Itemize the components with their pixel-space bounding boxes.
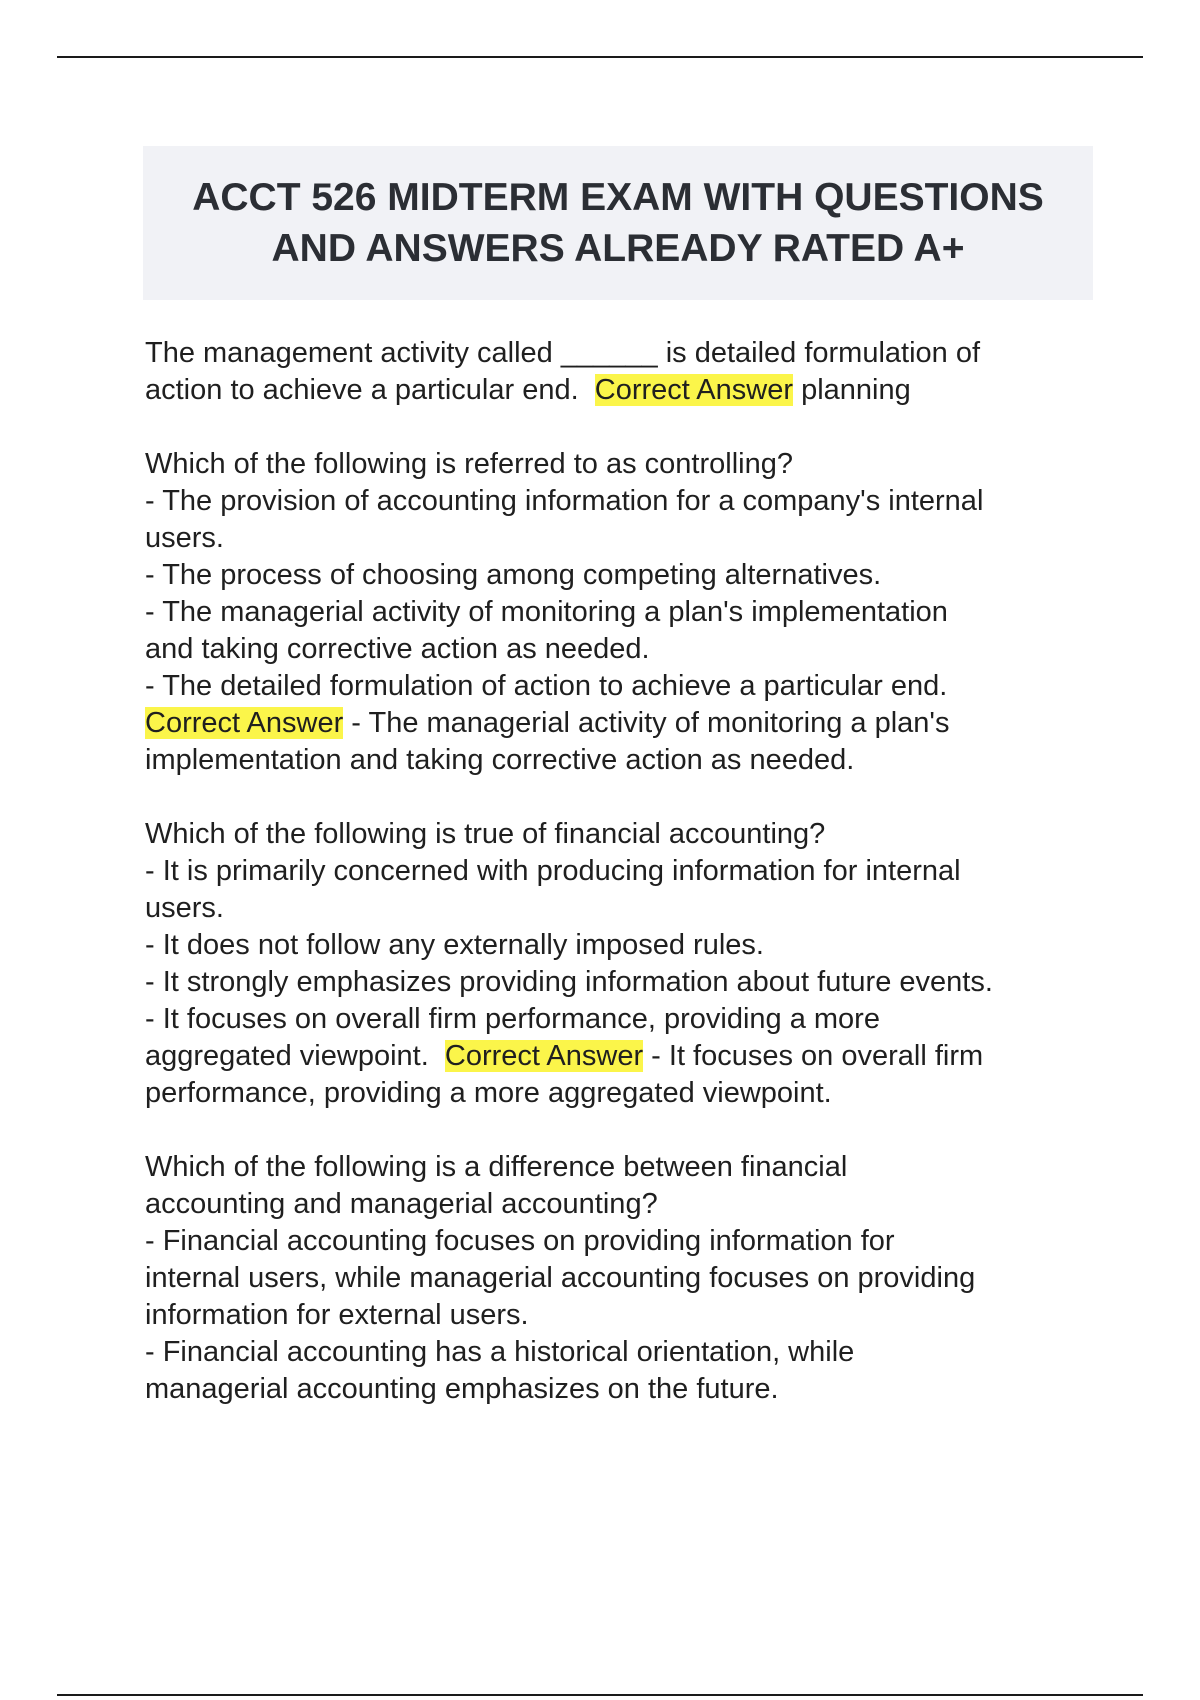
qa-line (145, 705, 1105, 742)
line-text: Which of the following is true of financial accounting? (145, 818, 826, 850)
line-text: aggregated viewpoint. (145, 1040, 445, 1072)
qa-line (145, 1371, 1105, 1408)
qa-line (145, 853, 1105, 890)
line-text: and taking corrective action as needed. (145, 633, 650, 665)
line-text: - It is primarily concerned with producing information for internal (145, 855, 961, 887)
qa-line (145, 668, 1105, 705)
qa-block (145, 1149, 1105, 1408)
line-text: Which of the following is referred to as controlling? (145, 448, 793, 480)
line-text: - The detailed formulation of action to achieve a particular end. (145, 670, 948, 702)
qa-line (145, 557, 1105, 594)
line-text: action to achieve a particular end. (145, 374, 595, 406)
line-text: - Financial accounting focuses on providing information for (145, 1225, 895, 1257)
line-text: internal users, while managerial accounting focuses on providing (145, 1262, 976, 1294)
qa-block (145, 335, 1105, 409)
answer-text: planning (793, 374, 911, 406)
qa-content (145, 335, 1105, 1445)
qa-line (145, 1001, 1105, 1038)
qa-line (145, 964, 1105, 1001)
line-text: - It does not follow any externally imposed rules. (145, 929, 764, 961)
line-text: - The provision of accounting information for a company's internal (145, 485, 984, 517)
line-text: - The process of choosing among competing alternatives. (145, 559, 882, 591)
qa-line (145, 742, 1105, 779)
qa-line (145, 520, 1105, 557)
qa-line (145, 927, 1105, 964)
answer-text: - The managerial activity of monitoring a plan's (343, 707, 950, 739)
line-text: Which of the following is a difference between financial (145, 1151, 848, 1183)
qa-line (145, 335, 1105, 372)
line-text: - The managerial activity of monitoring a plan's implementation (145, 596, 948, 628)
qa-line (145, 1223, 1105, 1260)
qa-line (145, 631, 1105, 668)
correct-answer-label: Correct Answer (145, 707, 344, 739)
title-banner (143, 146, 1093, 300)
line-text: - Financial accounting has a historical orientation, while (145, 1336, 855, 1368)
qa-line (145, 1186, 1105, 1223)
qa-line (145, 816, 1105, 853)
line-text: - It strongly emphasizes providing information about future events. (145, 966, 993, 998)
qa-line (145, 372, 1105, 409)
top-rule (57, 56, 1143, 58)
line-text: The management activity called ______ is detailed formulation of (145, 337, 981, 369)
line-text: implementation and taking corrective action as needed. (145, 744, 855, 776)
document-title: ACCT 526 MIDTERM EXAM WITH QUESTIONS AND ANSWERS ALREADY RATED A+ (192, 176, 1044, 270)
line-text: performance, providing a more aggregated viewpoint. (145, 1077, 832, 1109)
qa-line (145, 1075, 1105, 1112)
qa-line (145, 1149, 1105, 1186)
answer-text: - It focuses on overall firm (643, 1040, 984, 1072)
line-text: users. (145, 522, 224, 554)
correct-answer-label: Correct Answer (444, 1040, 644, 1072)
qa-block (145, 816, 1105, 1112)
qa-line (145, 890, 1105, 927)
qa-line (145, 594, 1105, 631)
bottom-rule (57, 1694, 1143, 1696)
qa-line (145, 483, 1105, 520)
line-text: managerial accounting emphasizes on the future. (145, 1373, 779, 1405)
line-text: information for external users. (145, 1299, 529, 1331)
correct-answer-label: Correct Answer (594, 374, 794, 406)
line-text: - It focuses on overall firm performance, providing a more (145, 1003, 880, 1035)
qa-line (145, 1260, 1105, 1297)
qa-line (145, 446, 1105, 483)
qa-block (145, 446, 1105, 779)
line-text: accounting and managerial accounting? (145, 1188, 658, 1220)
qa-line (145, 1334, 1105, 1371)
line-text: users. (145, 892, 224, 924)
qa-line (145, 1038, 1105, 1075)
qa-line (145, 1297, 1105, 1334)
